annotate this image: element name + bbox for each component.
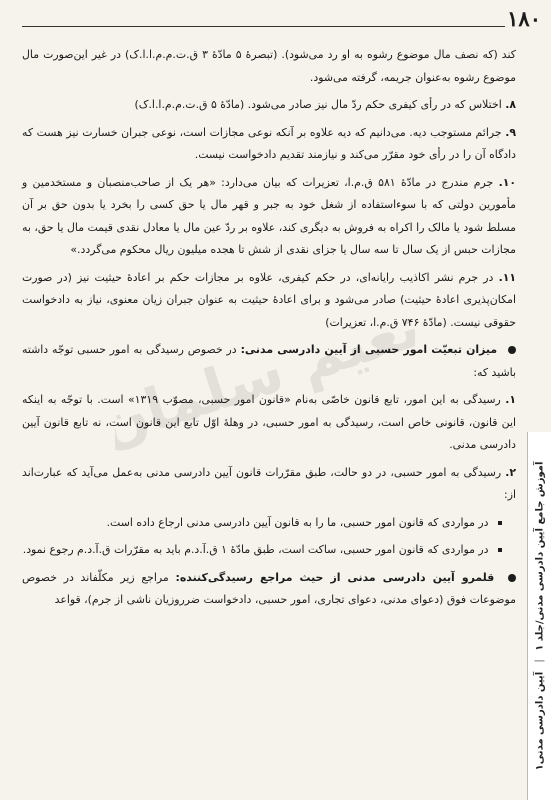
section-heading: قلمرو آیین دادرسی مدنی از حیث مراجع رسیدگی‌کننده: [175,570,495,584]
item-number: ۱۱. [498,270,517,284]
item-number: ۹. [505,125,516,139]
page-header [22,6,541,40]
bullet-icon [508,346,516,354]
section-jurisdiction [22,567,516,612]
side-tab-labels [534,462,545,771]
item-number: ۸. [505,98,516,111]
item-number: ۱۰. [498,175,516,189]
square-bullet-icon [498,521,502,525]
side-tab [527,432,551,800]
list-item-11 [22,267,516,335]
page-content [22,44,516,617]
subitem-text: در مواردی که قانون امور حسبی، ما را به قانون آیین دادرسی مدنی ارجاع داده است. [106,515,489,529]
bullet-icon [508,574,516,582]
hasbi-subitem-2 [22,539,516,562]
book-title: آموزش جامع آیین دادرسی مدنی/جلد ۱ [534,461,545,651]
item-text: در جرم نشر اکاذیب رایانه‌ای، در حکم کیفری، علاوه بر مجازات حکم بر اعادهٔ حیثیت نیز (در صورت امکان‌پذیری اعادهٔ حیثیت) صادر می‌شود و برای اعادهٔ حیثیت به عنوان جبران زیان معنوی، نیاز به دادخواست حقوقی نیست. (مادّهٔ ۷۴۶ ق.م.ا، تعزیرات) [22,270,516,329]
item-text: رسیدگی به این امور، تابع قانون خاصّی به‌نام «قانون امور حسبی، مصوّب ۱۳۱۹» است. با توجّه به اینکه این قانون، قانونی خاص است، رسیدگی به امور حسبی، در وهلهٔ اوّل تابع این قانون است، نه تابع قانون آیین دادرسی مدنی. [22,393,516,451]
item-text: جرم مندرج در مادّهٔ ۵۸۱ ق.م.ا، تعزیرات که بیان می‌دارد: «هر یک از صاحب‌منصبان و مستخدمین و مأمورین دولتی که با سوءاستفاده از شغل خود به جبر و قهر مال یا حق کسی را بخرد یا بدون حق بر آن مسلط شود یا مالک را اکراه به فروش به دیگری کند، علاوه بر ردّ عین مال یا معادل نقدی قیمت مال یا حق، به مجازات حبس از یک سال تا سه سال یا جزای نقدی از شش تا هجده میلیون ریال محکوم می‌گردد.» [22,175,516,256]
header-rule [22,26,505,27]
chapter-label: آیین دادرسی مدنی۱ [534,671,545,771]
list-item-10 [22,172,516,262]
page-number: ۱۸۰ [507,6,541,31]
item-text: رسیدگی به امور حسبی، در دو حالت، طبق مقرّرات قانون آیین دادرسی مدنی به‌عمل می‌آید که عبارت‌اند از: [22,465,516,501]
square-bullet-icon [498,548,502,552]
section-text: مراجع زیر مکلّفاند در خصوص موضوعات فوق (دعوای مدنی، دعوای تجاری، امور حسبی، دادخواست ضرروزیان ناشی از جرم)، قواعد [22,570,516,606]
section-heading: میزان تبعیّت امور حسبی از آیین دادرسی مدنی: [240,343,498,356]
section-text: در خصوص رسیدگی به امور حسبی توجّه داشته باشید که: [22,343,516,379]
item-text: جرائم مستوجب دیه. می‌دانیم که دیه علاوه بر آنکه نوعی مجازات است، نوعی جبران خسارت نیز هست که دادگاه آن را در رأی خود مقرّر می‌کند و نیازمند تقدیم دادخواست نیست. [22,125,516,161]
list-item-9 [22,122,516,167]
hasbi-item-1 [22,389,516,457]
side-tab-separator [534,661,544,662]
paragraph-continuation: کند (که نصف مال موضوع رشوه به او رد می‌شود). (تبصرهٔ ۵ مادّهٔ ۳ ق.ت.م.م.ا.ا.ک) در غیر این‌صورت مال موضوع رشوه به‌عنوان جریمه، گرفته می‌شود. [22,48,516,84]
watermark-text: نعیم سلمان [115,300,415,461]
item-text: اختلاس که در رأی کیفری حکم ردّ مال نیز صادر می‌شود. (مادّهٔ ۵ ق.ت.م.م.ا.ا.ک) [134,98,502,111]
item-number: ۱. [505,393,516,406]
hasbi-item-2 [22,462,516,507]
section-hasbi [22,339,516,384]
subitem-text: در مواردی که قانون امور حسبی، ساکت است، طبق مادّهٔ ۱ ق.آ.د.م باید به مقرّرات ق.آ.د.م رجوع نمود. [22,543,489,556]
hasbi-subitem-1 [22,512,516,535]
item-number: ۲. [505,465,516,479]
list-item-8 [22,94,516,117]
